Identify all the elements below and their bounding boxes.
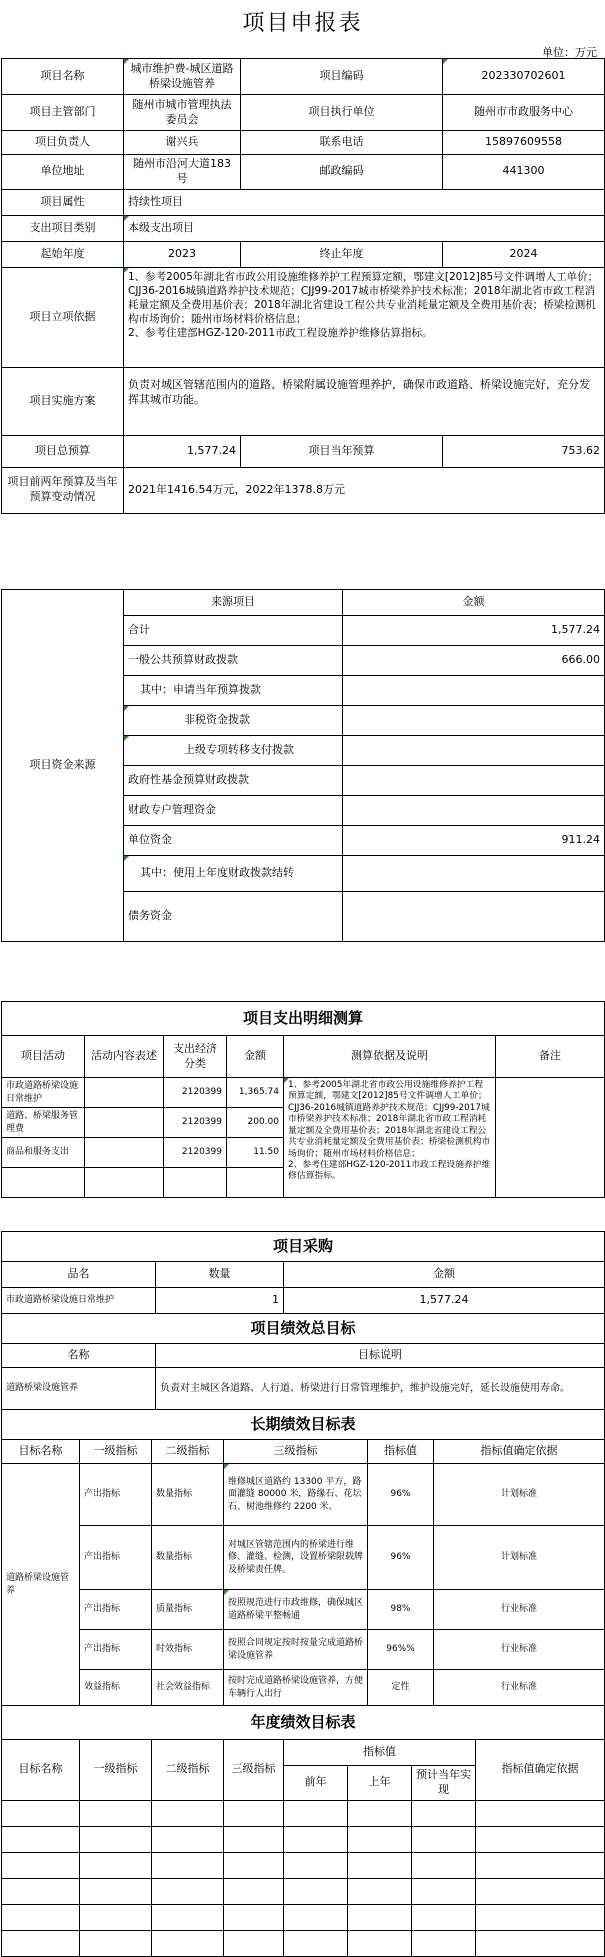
purchase-section-title: 项目采购 bbox=[2, 1232, 605, 1262]
detail-col-econ: 支出经济分类 bbox=[164, 1036, 227, 1078]
an-cell bbox=[412, 1878, 476, 1904]
an-cell bbox=[284, 1852, 348, 1878]
attr-label: 项目属性 bbox=[2, 189, 124, 215]
an-cell bbox=[348, 1826, 412, 1852]
an-cell bbox=[80, 1852, 152, 1878]
an-cell bbox=[2, 1878, 80, 1904]
lt-l2: 数量指标 bbox=[152, 1464, 224, 1526]
lt-l2: 质量指标 bbox=[152, 1590, 224, 1630]
an-cell bbox=[2, 1852, 80, 1878]
detail-col-content: 活动内容表述 bbox=[85, 1036, 164, 1078]
an-cell bbox=[284, 1904, 348, 1930]
an-col-current: 预计当年实现 bbox=[412, 1766, 476, 1801]
addr-value: 随州市沿河大道183号 bbox=[124, 155, 241, 190]
dept-label: 项目主管部门 bbox=[2, 95, 124, 131]
an-cell bbox=[412, 1826, 476, 1852]
an-cell bbox=[476, 1878, 605, 1904]
an-cell bbox=[476, 1826, 605, 1852]
phone-label: 联系电话 bbox=[241, 131, 443, 155]
lt-col-basis: 指标值确定依据 bbox=[434, 1440, 605, 1464]
fund-row-transfer: 上级专项转移支付拨款 bbox=[124, 736, 343, 766]
fund-amt-transfer bbox=[343, 736, 605, 766]
perf-table bbox=[1, 1313, 605, 1410]
an-cell bbox=[152, 1852, 224, 1878]
purchase-col-qty: 数量 bbox=[156, 1262, 284, 1288]
an-col-basis: 指标值确定依据 bbox=[476, 1740, 605, 1801]
perf-col-desc: 目标说明 bbox=[156, 1344, 605, 1368]
an-cell bbox=[348, 1930, 412, 1956]
basis-value: 1、参考2005年湖北省市政公用设施维修养护工程预算定额，鄂建文[2012]85号文件调增人工单价；CJJ36-2016城镇道路养护技术规范；CJJ99-2017城市桥梁养护技术标准；2018年湖北省市政工程消耗量定额及全费用基价表；2018年湖北省建设工程公共专业消耗量定额及全费用基价表；桥梁检测机构市场询价；随州市场材料价格信息； 2、参考住建部HGZ-120-2011市政工程设施养护维修估算指标。 bbox=[124, 267, 605, 367]
an-cell bbox=[412, 1800, 476, 1826]
lt-l3: 按照合同规定按时按量完成道路桥梁设施管养 bbox=[224, 1630, 368, 1670]
fund-row-total: 合计 bbox=[124, 616, 343, 646]
lt-l3: 按时完成道路桥梁设施管养，方便车辆行人出行 bbox=[224, 1670, 368, 1706]
fund-row-special: 财政专户管理资金 bbox=[124, 796, 343, 826]
leader-label: 项目负责人 bbox=[2, 131, 124, 155]
fund-amt-total: 1,577.24 bbox=[343, 616, 605, 646]
detail-code: 2120399 bbox=[164, 1108, 227, 1138]
an-cell bbox=[2, 1904, 80, 1930]
an-cell bbox=[284, 1878, 348, 1904]
lt-l3: 对城区管辖范围内的桥梁进行维修、灌缝、检测，设置桥梁限载牌及桥梁责任牌。 bbox=[224, 1526, 368, 1590]
fund-amt-general: 666.00 bbox=[343, 646, 605, 676]
fund-amt-govfund bbox=[343, 766, 605, 796]
plan-value: 负责对城区管辖范围内的道路、桥梁附属设施管理养护，确保市政道路、桥梁设施完好，充分发挥其城市功能。 bbox=[124, 367, 605, 435]
an-cell bbox=[2, 1826, 80, 1852]
an-cell bbox=[224, 1852, 284, 1878]
zip-value: 441300 bbox=[443, 155, 605, 190]
leader-value: 谢兴兵 bbox=[124, 131, 241, 155]
lt-target: 道路桥梁设施管养 bbox=[2, 1464, 80, 1706]
an-cell bbox=[152, 1930, 224, 1956]
fund-amt-nontax bbox=[343, 706, 605, 736]
an-cell bbox=[348, 1852, 412, 1878]
lt-basis: 计划标准 bbox=[434, 1464, 605, 1526]
lt-col-l1: 一级指标 bbox=[80, 1440, 152, 1464]
fund-row-general: 一般公共预算财政拨款 bbox=[124, 646, 343, 676]
lt-l3: 维修城区道路约 13300 平方，路面灌缝 80000 米，路缘石、花坛石、树池维修约 2200 米。 bbox=[224, 1464, 368, 1526]
prev-label: 项目前两年预算及当年预算变动情况 bbox=[2, 467, 124, 513]
unit-label: 单位：万元 bbox=[542, 46, 597, 59]
an-cell bbox=[284, 1930, 348, 1956]
lt-basis: 行业标准 bbox=[434, 1670, 605, 1706]
purchase-name: 市政道路桥梁设施日常维护 bbox=[2, 1288, 156, 1314]
an-cell bbox=[80, 1800, 152, 1826]
an-cell bbox=[412, 1930, 476, 1956]
an-cell bbox=[476, 1930, 605, 1956]
detail-activity: 道路、桥梁服务管理费 bbox=[2, 1108, 85, 1138]
detail-content bbox=[85, 1138, 164, 1168]
detail-content bbox=[85, 1078, 164, 1108]
annual-table bbox=[1, 1705, 605, 1957]
attr-value: 持续性项目 bbox=[124, 189, 605, 215]
annual-section-title: 年度绩效目标表 bbox=[2, 1706, 605, 1740]
an-cell bbox=[224, 1826, 284, 1852]
lt-l1: 效益指标 bbox=[80, 1670, 152, 1706]
project-name: 城市维护费-城区道路桥梁设施管养 bbox=[124, 59, 241, 95]
fund-row-unit: 单位资金 bbox=[124, 826, 343, 856]
funding-table bbox=[1, 589, 605, 942]
an-col-l1: 一级指标 bbox=[80, 1740, 152, 1801]
total-label: 项目总预算 bbox=[2, 435, 124, 467]
detail-col-amount: 金额 bbox=[227, 1036, 284, 1078]
detail-activity: 商品和服务支出 bbox=[2, 1138, 85, 1168]
purchase-qty: 1 bbox=[156, 1288, 284, 1314]
fund-row-govfund: 政府性基金预算财政拨款 bbox=[124, 766, 343, 796]
detail-activity: 市政道路桥梁设施日常维护 bbox=[2, 1078, 85, 1108]
detail-code: 2120399 bbox=[164, 1138, 227, 1168]
lt-val: 定性 bbox=[368, 1670, 434, 1706]
lt-l1: 产出指标 bbox=[80, 1526, 152, 1590]
an-cell bbox=[476, 1800, 605, 1826]
an-cell bbox=[284, 1826, 348, 1852]
lt-col-val: 指标值 bbox=[368, 1440, 434, 1464]
longterm-table bbox=[1, 1409, 605, 1706]
fund-amt-carry bbox=[343, 856, 605, 892]
plan-label: 项目实施方案 bbox=[2, 367, 124, 435]
an-cell bbox=[80, 1930, 152, 1956]
detail-code: 2120399 bbox=[164, 1078, 227, 1108]
lt-val: 96%% bbox=[368, 1630, 434, 1670]
detail-activity bbox=[2, 1168, 85, 1198]
longterm-section-title: 长期绩效目标表 bbox=[2, 1410, 605, 1440]
lt-basis: 行业标准 bbox=[434, 1630, 605, 1670]
detail-col-remark: 备注 bbox=[496, 1036, 605, 1078]
an-cell bbox=[152, 1826, 224, 1852]
addr-label: 单位地址 bbox=[2, 155, 124, 190]
detail-amount bbox=[227, 1168, 284, 1198]
an-cell bbox=[2, 1930, 80, 1956]
an-col-l2: 二级指标 bbox=[152, 1740, 224, 1801]
an-cell bbox=[476, 1904, 605, 1930]
fund-amt-unit: 911.24 bbox=[343, 826, 605, 856]
type-label: 支出项目类别 bbox=[2, 215, 124, 241]
an-cell bbox=[80, 1826, 152, 1852]
an-cell bbox=[412, 1904, 476, 1930]
an-col-target: 目标名称 bbox=[2, 1740, 80, 1801]
start-label: 起始年度 bbox=[2, 241, 124, 267]
lt-l3: 按照规范进行市政维修，确保城区道路桥梁平整畅通 bbox=[224, 1590, 368, 1630]
perf-section-title: 项目绩效总目标 bbox=[2, 1314, 605, 1344]
lt-l2: 时效指标 bbox=[152, 1630, 224, 1670]
fund-row-debt: 债务资金 bbox=[124, 892, 343, 942]
exec-label: 项目执行单位 bbox=[241, 95, 443, 131]
detail-content bbox=[85, 1108, 164, 1138]
lt-col-l3: 三级指标 bbox=[224, 1440, 368, 1464]
detail-col-basis: 测算依据及说明 bbox=[284, 1036, 496, 1078]
year-value: 753.62 bbox=[443, 435, 605, 467]
detail-section-title: 项目支出明细测算 bbox=[2, 1002, 605, 1036]
col-amount: 金额 bbox=[343, 590, 605, 616]
an-cell bbox=[476, 1852, 605, 1878]
perf-col-name: 名称 bbox=[2, 1344, 156, 1368]
end-value: 2024 bbox=[443, 241, 605, 267]
basic-info-table bbox=[1, 58, 605, 514]
col-source: 来源项目 bbox=[124, 590, 343, 616]
lt-basis: 行业标准 bbox=[434, 1590, 605, 1630]
purchase-table bbox=[1, 1231, 605, 1314]
detail-table bbox=[1, 1001, 605, 1198]
fund-amt-debt bbox=[343, 892, 605, 942]
prev-value: 2021年1416.54万元，2022年1378.8万元 bbox=[124, 467, 605, 513]
lt-val: 96% bbox=[368, 1526, 434, 1590]
basis-label: 项目立项依据 bbox=[2, 267, 124, 367]
an-cell bbox=[80, 1904, 152, 1930]
type-value: 本级支出项目 bbox=[124, 215, 605, 241]
an-col-prev2: 前年 bbox=[284, 1766, 348, 1801]
an-col-val: 指标值 bbox=[284, 1740, 476, 1766]
zip-label: 邮政编码 bbox=[241, 155, 443, 190]
an-col-prev1: 上年 bbox=[348, 1766, 412, 1801]
phone-value: 15897609558 bbox=[443, 131, 605, 155]
exec-value: 随州市市政服务中心 bbox=[443, 95, 605, 131]
detail-remark bbox=[496, 1078, 605, 1198]
lt-l1: 产出指标 bbox=[80, 1590, 152, 1630]
an-cell bbox=[80, 1878, 152, 1904]
code-label: 项目编码 bbox=[241, 59, 443, 95]
lt-l2: 数量指标 bbox=[152, 1526, 224, 1590]
funding-label: 项目资金来源 bbox=[2, 590, 124, 942]
an-cell bbox=[348, 1904, 412, 1930]
dept-value: 随州市城市管理执法委员会 bbox=[124, 95, 241, 131]
fund-row-current: 其中：申请当年预算拨款 bbox=[124, 676, 343, 706]
fund-row-nontax: 非税资金拨款 bbox=[124, 706, 343, 736]
an-cell bbox=[224, 1930, 284, 1956]
project-code: 202330702601 bbox=[443, 59, 605, 95]
detail-basis: 1、参考2005年湖北省市政公用设施维修养护工程预算定额，鄂建文[2012]85号文件调增人工单价；CJJ36-2016城镇道路养护技术规范；CJJ99-2017城市桥梁养护技术标准；2018年湖北省市政工程消耗量定额及全费用基价表；2018年湖北省建设工程公共专业消耗量定额及全费用基价表；桥梁检测机构市场询价；随州市场材料价格信息； 2、参考住建部HGZ-120-2011市政工程设施养护维修估算指标。 bbox=[284, 1078, 496, 1198]
lt-val: 96% bbox=[368, 1464, 434, 1526]
an-cell bbox=[224, 1800, 284, 1826]
start-value: 2023 bbox=[124, 241, 241, 267]
an-cell bbox=[348, 1878, 412, 1904]
end-label: 终止年度 bbox=[241, 241, 443, 267]
an-cell bbox=[224, 1878, 284, 1904]
fund-amt-special bbox=[343, 796, 605, 826]
detail-amount: 200.00 bbox=[227, 1108, 284, 1138]
year-label: 项目当年预算 bbox=[241, 435, 443, 467]
an-cell bbox=[2, 1800, 80, 1826]
perf-name: 道路桥梁设施管养 bbox=[2, 1368, 156, 1410]
lt-col-l2: 二级指标 bbox=[152, 1440, 224, 1464]
lt-l2: 社会效益指标 bbox=[152, 1670, 224, 1706]
an-cell bbox=[152, 1878, 224, 1904]
lt-l1: 产出指标 bbox=[80, 1464, 152, 1526]
detail-amount: 1,365.74 bbox=[227, 1078, 284, 1108]
detail-amount: 11.50 bbox=[227, 1138, 284, 1168]
an-cell bbox=[284, 1800, 348, 1826]
an-cell bbox=[152, 1800, 224, 1826]
detail-content bbox=[85, 1168, 164, 1198]
fund-row-carry: 其中：使用上年度财政拨款结转 bbox=[124, 856, 343, 892]
lt-basis: 计划标准 bbox=[434, 1526, 605, 1590]
an-cell bbox=[412, 1852, 476, 1878]
an-cell bbox=[348, 1800, 412, 1826]
purchase-amt: 1,577.24 bbox=[284, 1288, 605, 1314]
detail-code bbox=[164, 1168, 227, 1198]
name-label: 项目名称 bbox=[2, 59, 124, 95]
purchase-col-amt: 金额 bbox=[284, 1262, 605, 1288]
purchase-col-name: 品名 bbox=[2, 1262, 156, 1288]
lt-l1: 产出指标 bbox=[80, 1630, 152, 1670]
perf-desc: 负责对主城区各道路、人行道、桥梁进行日常管理维护，维护设施完好，延长设施使用寿命。 bbox=[156, 1368, 605, 1410]
page-title: 项目申报表 bbox=[242, 11, 363, 36]
an-cell bbox=[224, 1904, 284, 1930]
detail-col-activity: 项目活动 bbox=[2, 1036, 85, 1078]
total-value: 1,577.24 bbox=[124, 435, 241, 467]
an-col-l3: 三级指标 bbox=[224, 1740, 284, 1801]
lt-col-target: 目标名称 bbox=[2, 1440, 80, 1464]
an-cell bbox=[152, 1904, 224, 1930]
lt-val: 98% bbox=[368, 1590, 434, 1630]
fund-amt-current bbox=[343, 676, 605, 706]
